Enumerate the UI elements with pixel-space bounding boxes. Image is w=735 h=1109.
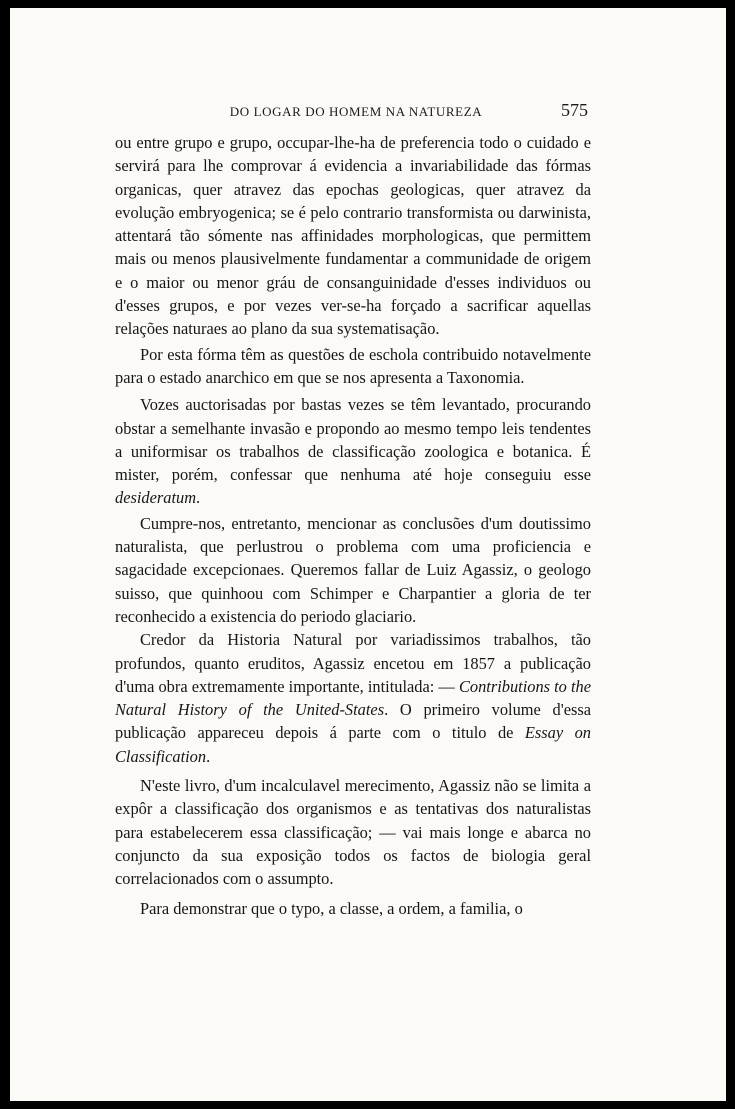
body-text xyxy=(115,131,591,920)
paragraph-5-italic-contributions: Contributions to the Natural History of the United-States xyxy=(115,676,592,720)
page-header xyxy=(116,100,596,122)
paragraph-6-text: N'este livro, d'um incalculavel merecimento, Agassiz não se limita a expôr a classificação dos organismos e as tentativas dos naturalistas para estabelecerem essa classificação; — vai mais longe e abarca no conjuncto da sua exposição todos os factos de biologia geral correlacionados com o assumpto. xyxy=(115,776,591,889)
paragraph-2 xyxy=(115,343,591,390)
paragraph-6 xyxy=(115,774,591,890)
paragraph-4 xyxy=(115,512,591,628)
paragraph-1-text: ou entre grupo e grupo, occupar-lhe-ha de preferencia todo o cuidado e servirá para lhe comprovar á evidencia a invariabilidade das fórmas organicas, quer atravez das epochas geologicas, quer atravez da evolução embryogenica; se é pelo contrario transformista ou darwinista, attentará tão sómente nas affinidades morphologicas, que permittem mais ou menos plausivelmente fundamentar a communidade de origem e o maior ou menor gráu de consanguinidade d'esses individuos ou d'esses grupos, e por vezes ver-se-ha forçado a sacrificar aquellas relações naturaes ao plano da sua systematisação. xyxy=(115,133,591,339)
paragraph-5-italic-essay: Essay on Classification xyxy=(115,723,591,766)
book-page xyxy=(10,8,726,1101)
paragraph-4-text: Cumpre-nos, entretanto, mencionar as conclusões d'um doutissimo naturalista, que perlustrou o problema com uma proficiencia e sagacidade excepcionaes. Queremos fallar de Luiz Agassiz, o geologo suisso, que quinhoou com Schimper e Charpantier a gloria de ter reconhecido a existencia do periodo glaciario. xyxy=(115,513,591,626)
paragraph-3-end: . xyxy=(196,488,201,508)
paragraph-3 xyxy=(115,393,591,509)
paragraph-5-text: Credor da Historia Natural por variadissimos trabalhos, tão profundos, quanto eruditos, Agassiz encetou em 1857 a publicação d'uma obra extremamente importante, intitulada: — xyxy=(115,630,591,696)
paragraph-2-text: Por esta fórma têm as questões de eschola contribuido notavelmente para o estado anarchico em que se nos apresenta a Taxonomia. xyxy=(115,344,591,387)
running-title: DO LOGAR DO HOMEM NA NATUREZA xyxy=(229,104,483,119)
paragraph-1 xyxy=(115,131,591,341)
paragraph-7 xyxy=(115,897,591,920)
paragraph-5-end: . xyxy=(206,746,211,766)
paragraph-5-text-2: . O primeiro volume d'essa publicação appareceu depois á parte com o titulo de xyxy=(115,700,592,743)
page-number: 575 xyxy=(561,100,588,120)
paragraph-3-italic-desideratum: desideratum xyxy=(115,488,197,508)
paragraph-7-text: Para demonstrar que o typo, a classe, a ordem, a familia, o xyxy=(140,898,523,918)
paragraph-5 xyxy=(115,628,591,768)
paragraph-3-text: Vozes auctorisadas por bastas vezes se têm levantado, procurando obstar a semelhante invasão e propondo ao mesmo tempo leis tendentes a uniformisar os trabalhos de classificação zoologica e botanica. É mister, porém, confessar que nenhuma até hoje conseguiu esse xyxy=(115,395,591,485)
